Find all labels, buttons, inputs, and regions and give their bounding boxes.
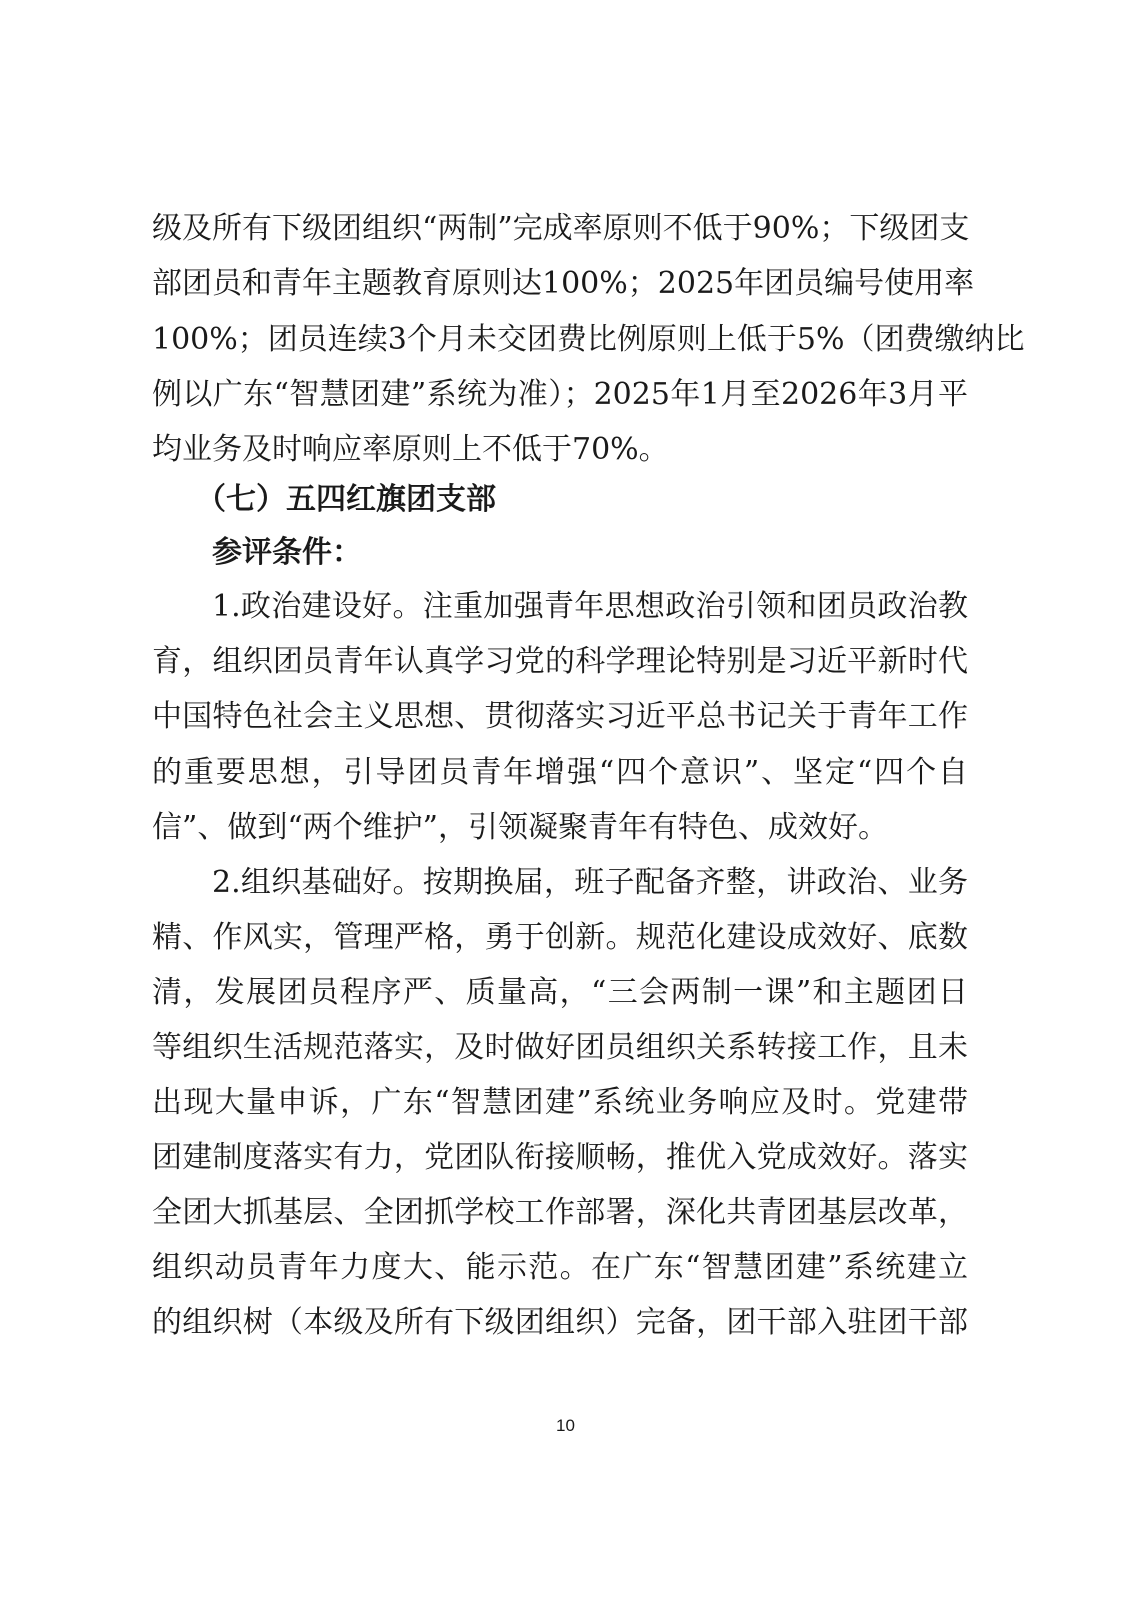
body-text-line: 级及所有下级团组织“两制”完成率原则不低于90%；下级团支 [152, 211, 970, 246]
section-heading: （七）五四红旗团支部 [196, 482, 496, 517]
page-number: 10 [556, 1416, 575, 1435]
body-text-line: 育，组织团员青年认真学习党的科学理论特别是习近平新时代 [152, 644, 968, 679]
body-text-line: 部团员和青年主题教育原则达100%；2025年团员编号使用率 [152, 266, 975, 301]
body-text-line: 中国特色社会主义思想、贯彻落实习近平总书记关于青年工作 [152, 699, 968, 734]
body-text-line: 精、作风实，管理严格，勇于创新。规范化建设成效好、底数 [152, 920, 968, 955]
criteria-item-1: 1.政治建设好。注重加强青年思想政治引领和团员政治教 [212, 589, 968, 624]
body-text-line: 信”、做到“两个维护”，引领凝聚青年有特色、成效好。 [152, 810, 889, 845]
body-text-line: 组织动员青年力度大、能示范。在广东“智慧团建”系统建立 [152, 1250, 968, 1285]
body-text-line: 出现大量申诉，广东“智慧团建”系统业务响应及时。党建带 [152, 1085, 968, 1120]
body-text-line: 均业务及时响应率原则上不低于70%。 [152, 432, 669, 467]
body-text-line: 例以广东“智慧团建”系统为准）；2025年1月至2026年3月平 [152, 377, 968, 412]
body-text-line: 的组织树（本级及所有下级团组织）完备，团干部入驻团干部 [152, 1305, 968, 1340]
body-text-line: 的重要思想，引导团员青年增强“四个意识”、坚定“四个自 [152, 755, 968, 790]
body-text-line: 等组织生活规范落实，及时做好团员组织关系转接工作，且未 [152, 1030, 968, 1065]
body-text-line: 清，发展团员程序严、质量高，“三会两制一课”和主题团日 [152, 975, 968, 1010]
subsection-heading: 参评条件： [212, 535, 362, 570]
body-text-line: 100%；团员连续3个月未交团费比例原则上低于5%（团费缴纳比 [152, 322, 1025, 357]
body-text-line: 团建制度落实有力，党团队衔接顺畅，推优入党成效好。落实 [152, 1140, 968, 1175]
body-text-line: 全团大抓基层、全团抓学校工作部署，深化共青团基层改革， [152, 1195, 968, 1230]
criteria-item-2: 2.组织基础好。按期换届，班子配备齐整，讲政治、业务 [212, 865, 968, 900]
